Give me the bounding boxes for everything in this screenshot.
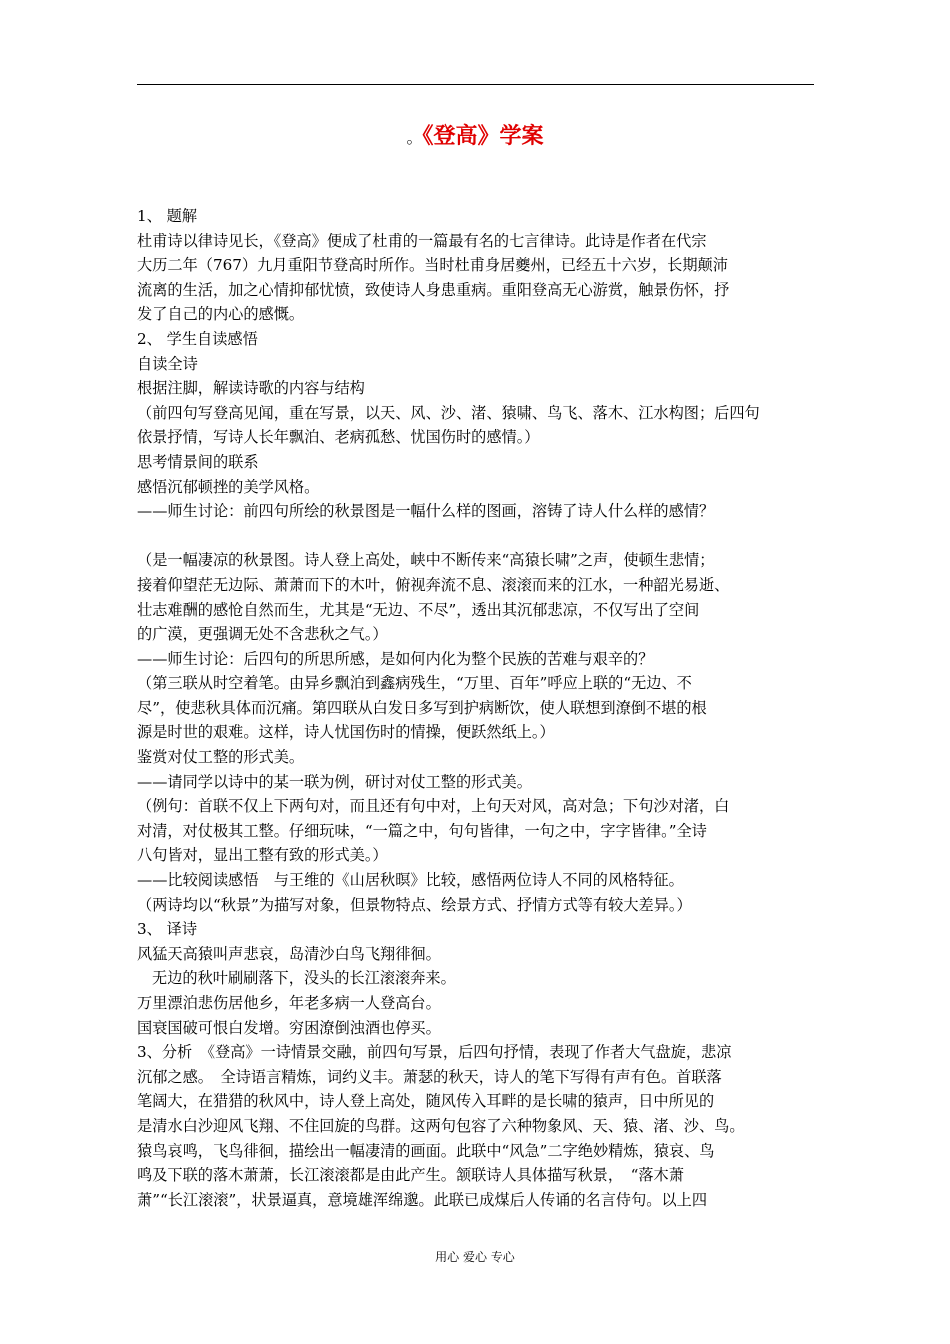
page-footer: 用心 爱心 专心 <box>435 1250 515 1264</box>
header-rule <box>137 84 814 85</box>
text-line: （例句：首联不仅上下两句对，而且还有句中对，上句天对风，高对急；下句沙对渚，白 <box>137 797 730 816</box>
text-line: （第三联从时空着笔。由异乡飘泊到鑫病残生，“万里、百年”呼应上联的“无边、不 <box>137 674 692 693</box>
text-line: 杜甫诗以律诗见长，《登高》便成了杜甫的一篇最有名的七言律诗。此诗是作者在代宗 <box>137 231 707 250</box>
text-line: 是清水白沙迎风飞翔、不住回旋的鸟群。这两句包容了六种物象风、天、猿、渚、沙、鸟。 <box>137 1116 745 1135</box>
text-line: 对清，对仗极其工整。仔细玩味，“一篇之中，句句皆律，一句之中，字字皆律。”全诗 <box>137 821 707 840</box>
text-line: ——请同学以诗中的某一联为例，研讨对仗工整的形式美。 <box>137 772 532 791</box>
text-line: 发了自己的内心的感慨。 <box>137 305 305 324</box>
text-line: 风猛天高猿叫声悲哀，岛清沙白鸟飞翔徘徊。 <box>137 944 441 963</box>
text-line: 国衰国破可恨白发增。穷困潦倒浊酒也停买。 <box>137 1018 441 1037</box>
text-line: （是一幅凄凉的秋景图。诗人登上高处，峡中不断传来“高猿长啸”之声，使顿生悲情； <box>137 551 715 570</box>
document-body <box>137 204 827 1212</box>
text-line: 鸣及下联的落木萧萧，长江滚滚都是由此产生。颔联诗人具体描写秋景， “落木萧 <box>137 1166 684 1185</box>
title-text: 《登高》学案 <box>422 124 544 149</box>
text-line: 无边的秋叶刷刷落下，没头的长江滚滚奔来。 <box>152 969 456 988</box>
text-line: （两诗均以“秋景”为描写对象，但景物特点、绘景方式、抒情方式等有较大差异。） <box>137 895 692 914</box>
text-line: 依景抒情，写诗人长年飘泊、老病孤愁、忧国伤时的感情。） <box>137 428 540 447</box>
text-line: 根据注脚，解读诗歌的内容与结构 <box>137 379 365 398</box>
text-line: ——比较阅读感悟 与王维的《山居秋暝》比较，感悟两位诗人不同的风格特征。 <box>137 871 684 890</box>
text-line: 的广漠，更强调无处不含悲秋之气。） <box>137 625 388 644</box>
text-line: 万里漂泊悲伤居他乡，年老多病一人登高台。 <box>137 994 441 1012</box>
text-line: 2、 学生自读感悟 <box>137 329 258 348</box>
text-line: 萧”“长江滚滚”，状景逼真，意境雄浑绵邈。此联已成煤后人传诵的名言侍句。以上四 <box>137 1190 708 1209</box>
text-line: 大历二年（767）九月重阳节登高时所作。当时杜甫身居夔州，已经五十六岁，长期颠沛 <box>137 256 728 275</box>
text-line: 感悟沉郁顿挫的美学风格。 <box>137 477 320 496</box>
text-line: 1、 题解 <box>137 207 198 225</box>
text-line: 八句皆对，显出工整有致的形式美。） <box>137 846 388 865</box>
text-line: 笔阔大，在猎猎的秋风中，诗人登上高处，随风传入耳畔的是长啸的猿声，日中所见的 <box>137 1092 715 1111</box>
text-line: 尽”，使悲秋具体而沉痛。第四联从白发日多写到护病断饮，使人联想到潦倒不堪的根 <box>137 698 707 717</box>
text-line: 沉郁之感。 全诗语言精炼，词约义丰。萧瑟的秋天，诗人的笔下写得有声有色。首联落 <box>137 1067 722 1086</box>
text-line: 壮志难酬的感怆自然而生，尤其是“无边、不尽”，透出其沉郁悲凉，不仅写出了空间 <box>137 600 700 619</box>
text-line: 猿鸟哀鸣，飞鸟徘徊，描绘出一幅凄清的画面。此联中“风急”二字绝妙精炼，猿哀、鸟 <box>137 1141 715 1160</box>
text-line: 接着仰望茫无边际、萧萧而下的木叶，俯视奔流不息、滚滚而来的江水，一种韶光易逝、 <box>137 575 730 594</box>
text-line: ——师生讨论：后四句的所思所感，是如何内化为整个民族的苦难与艰辛的？ <box>137 649 654 668</box>
title-prefix: 。 <box>406 128 423 147</box>
text-line: 流离的生活，加之心情抑郁忧愤，致使诗人身患重病。重阳登高无心游赏，触景伤怀，抒 <box>137 280 730 299</box>
text-line: 源是时世的艰难。这样，诗人忧国伤时的情操，便跃然纸上。） <box>137 723 555 742</box>
text-line: 鉴赏对仗工整的形式美。 <box>137 748 305 767</box>
text-line: 自读全诗 <box>137 354 198 373</box>
text-line <box>137 524 827 549</box>
text-line: ——师生讨论：前四句所绘的秋景图是一幅什么样的图画，溶铸了诗人什么样的感情？ <box>137 502 715 521</box>
text-line: （前四句写登高见闻，重在写景，以天、风、沙、渚、猿啸、鸟飞、落木、江水构图；后四句 <box>137 403 760 422</box>
page-title <box>0 120 950 155</box>
text-line: 3、分析 《登高》一诗情景交融，前四句写景，后四句抒情，表现了作者大气盘旋，悲凉 <box>137 1043 732 1062</box>
text-line: 3、 译诗 <box>137 920 198 939</box>
text-line: 思考情景间的联系 <box>137 452 259 471</box>
